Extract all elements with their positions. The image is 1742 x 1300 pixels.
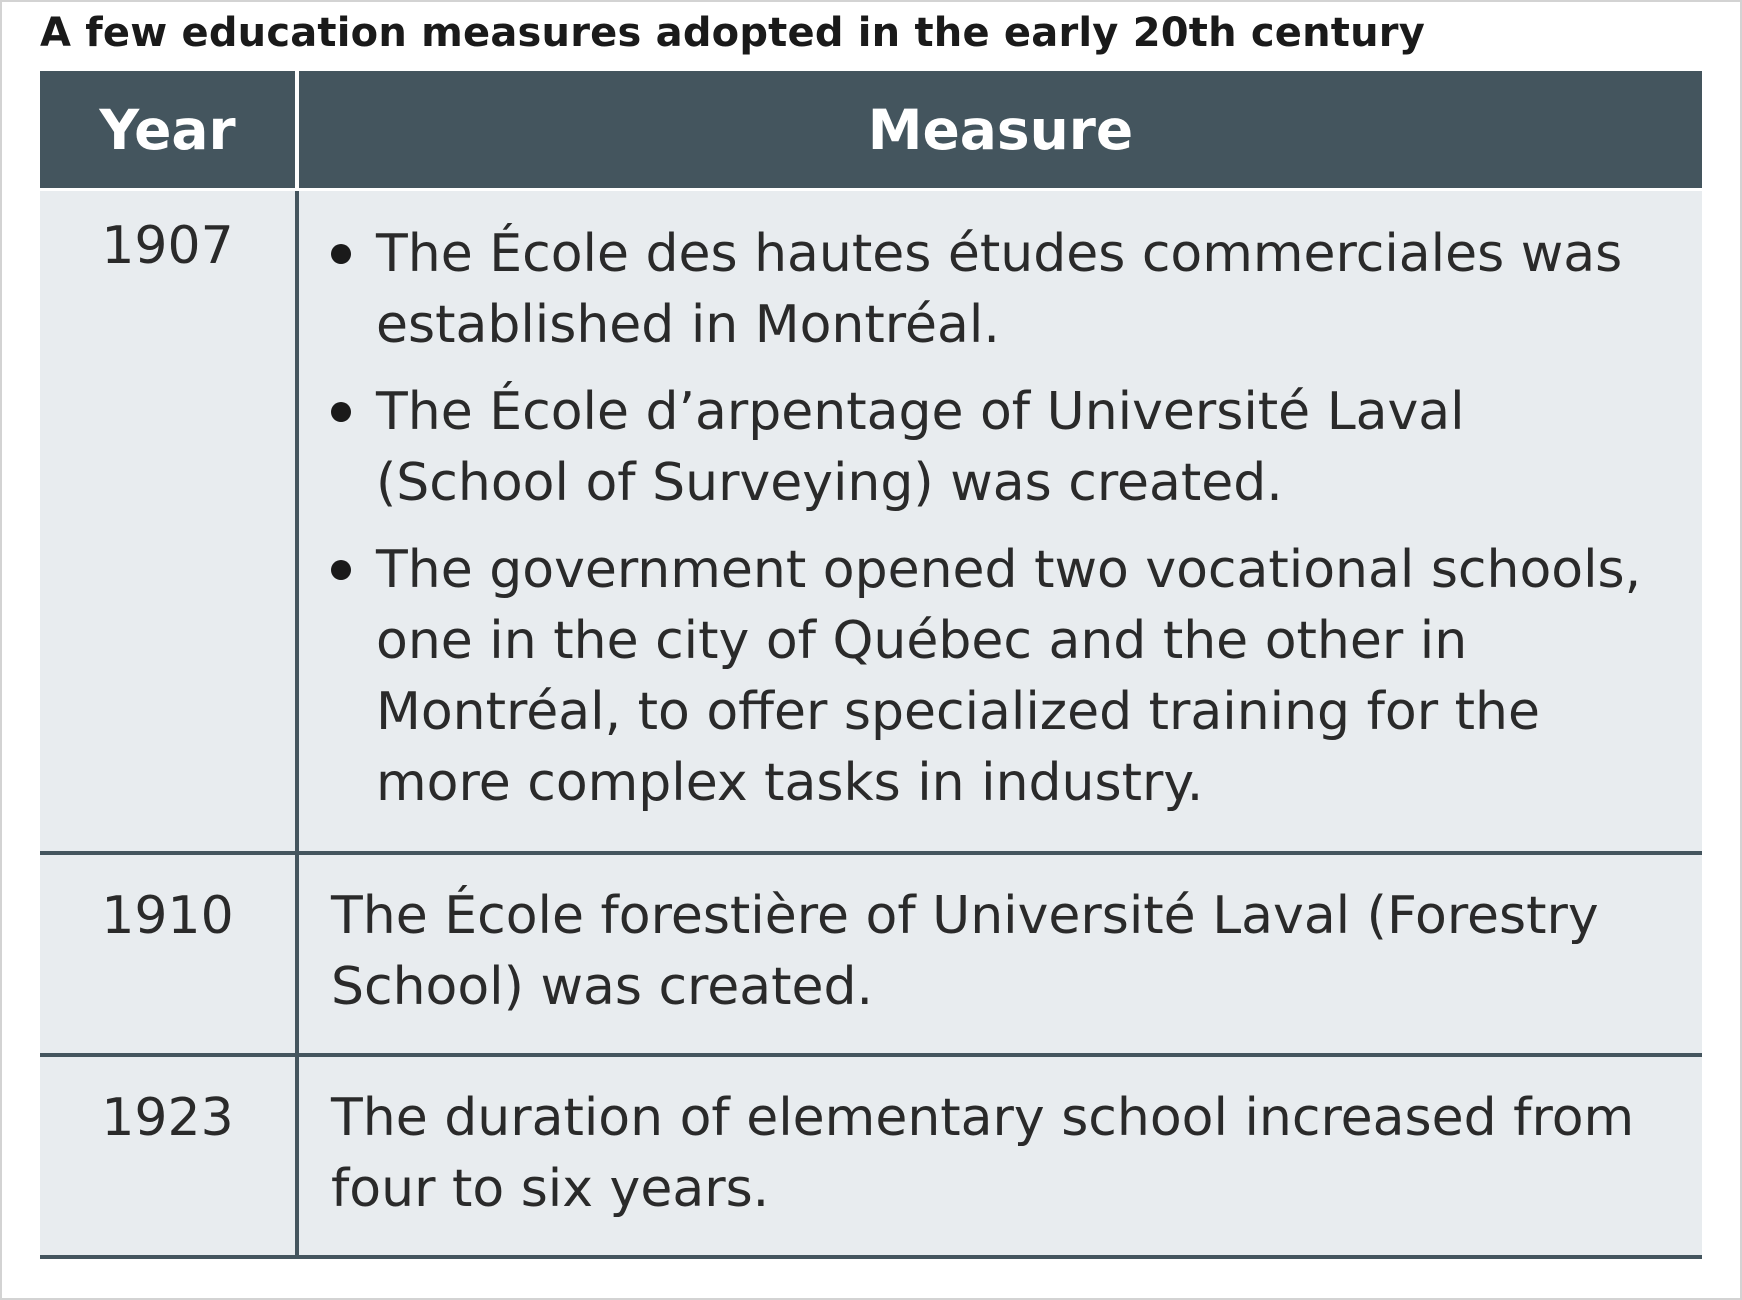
measure-bullet <box>331 535 1672 819</box>
column-divider <box>295 855 299 1053</box>
table-row <box>40 191 1702 855</box>
measure-bullet-text: The École d’arpentage of Université Laval (School of Surveying) was created. <box>376 382 1465 513</box>
measure-bullet-text: The government opened two vocational schools, one in the city of Québec and the other in Montréal, to offer specialized training for the more complex tasks in industry. <box>376 540 1642 813</box>
measures-table <box>40 71 1702 1259</box>
bullet-icon <box>331 244 351 264</box>
table-caption: A few education measures adopted in the early 20th century <box>40 10 1425 56</box>
column-divider <box>295 191 299 851</box>
row-measure: The duration of elementary school increased from four to six years. <box>331 1088 1635 1219</box>
measure-bullet <box>331 377 1672 519</box>
row-measure: The École forestière of Université Laval (Forestry School) was created. <box>331 886 1599 1017</box>
row-year: 1923 <box>101 1088 234 1148</box>
table-header-row <box>40 71 1702 191</box>
measure-bullet-text: The École des hautes études commerciales was established in Montréal. <box>376 224 1623 355</box>
measure-bullet <box>331 219 1672 361</box>
bullet-icon <box>331 560 351 580</box>
column-divider <box>295 1057 299 1255</box>
table-row <box>40 855 1702 1057</box>
header-year: Year <box>99 97 236 162</box>
table-row <box>40 1057 1702 1259</box>
row-measure <box>331 219 1672 835</box>
header-measure: Measure <box>867 97 1134 162</box>
row-year: 1910 <box>101 886 234 946</box>
bullet-icon <box>331 402 351 422</box>
row-year: 1907 <box>101 216 234 276</box>
